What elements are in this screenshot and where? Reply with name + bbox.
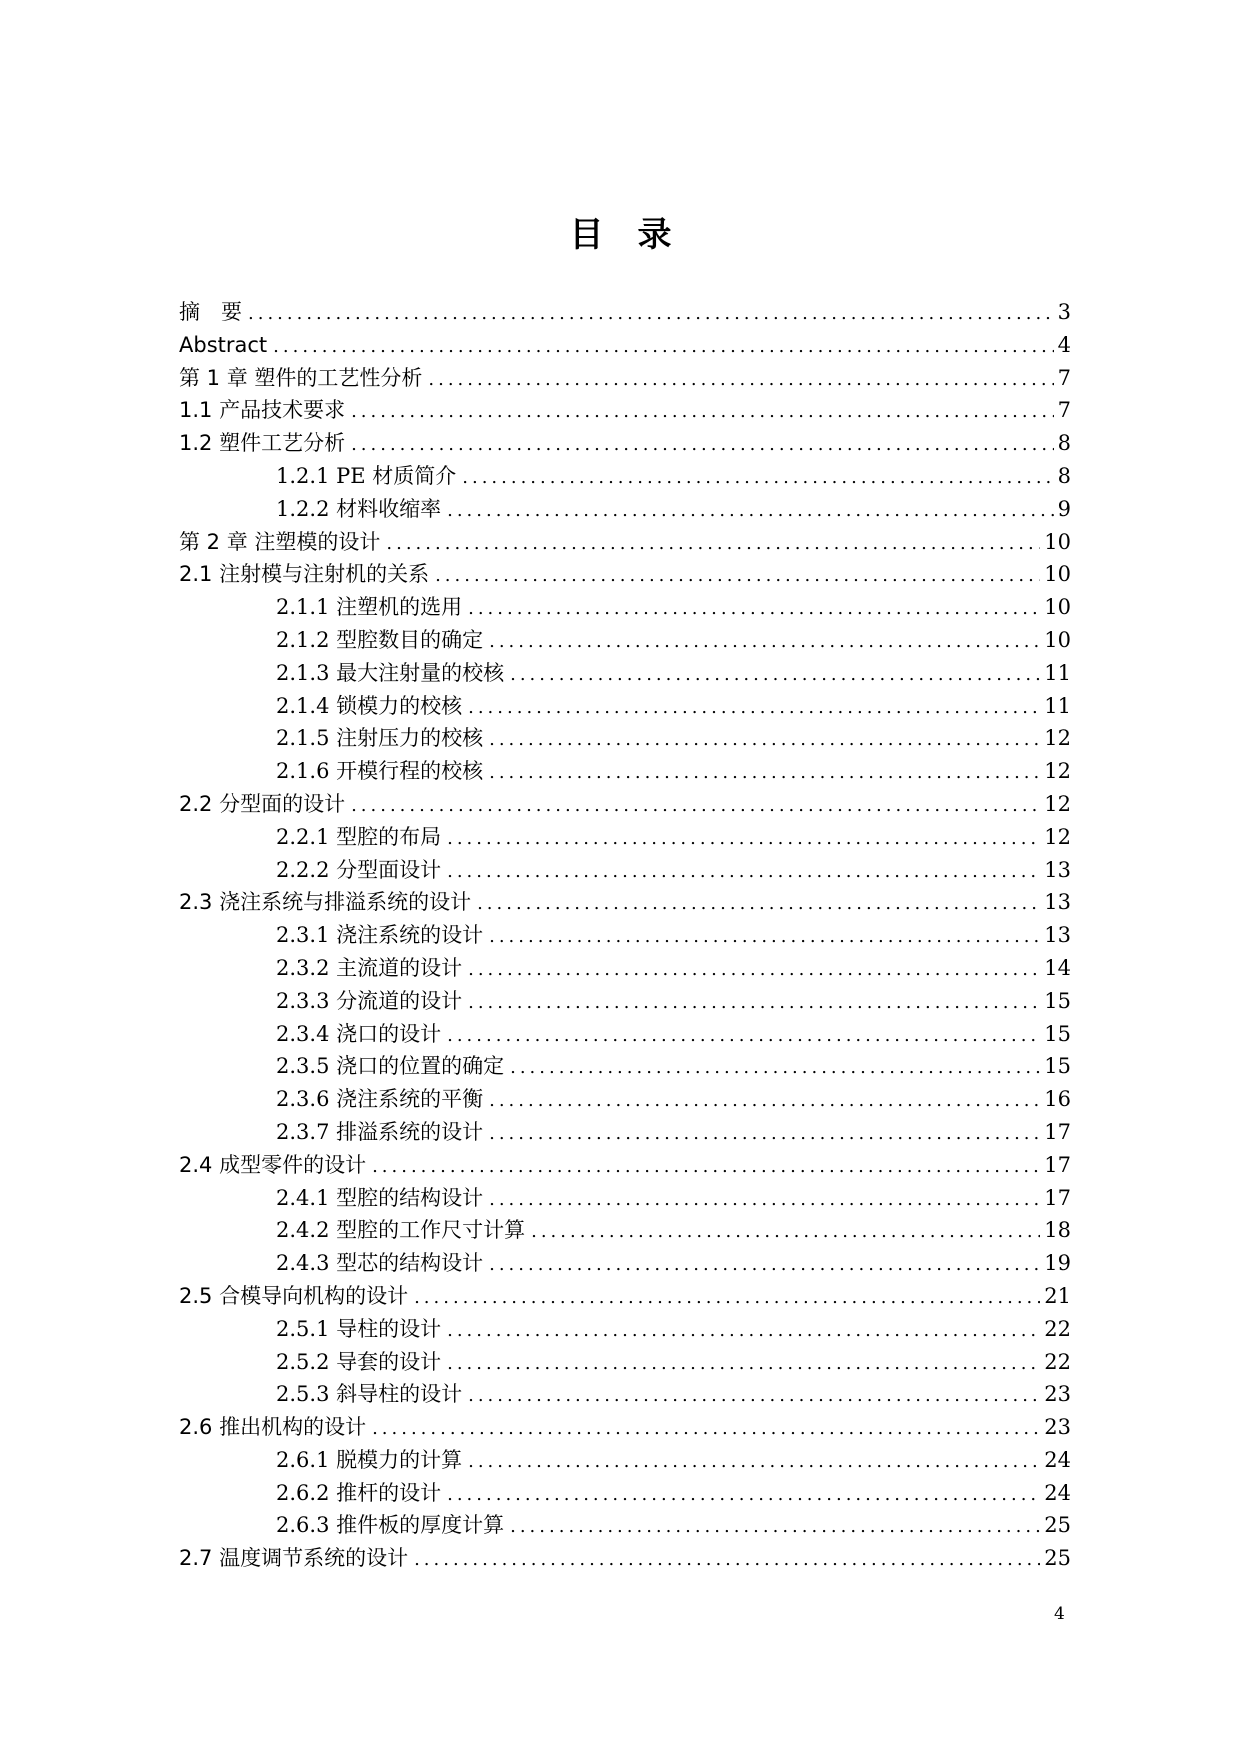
toc-entry[interactable] [179,591,1071,624]
toc-dot-leader [489,1085,1040,1116]
toc-entry-label: 2.1 注射模与注射机的关系 [179,562,430,587]
toc-entry-page: 10 [1044,595,1071,620]
toc-dot-leader [462,462,1053,493]
toc-entry-page: 13 [1044,923,1071,948]
toc-entry[interactable] [179,1149,1071,1182]
toc-entry-label: 摘 要 [179,300,242,324]
toc-entry-label: 2.2 分型面的设计 [179,791,346,816]
toc-dot-leader [447,823,1040,854]
toc-entry-page: 7 [1057,365,1071,390]
toc-entry-page: 25 [1044,1546,1071,1571]
toc-entry-page: 14 [1044,955,1071,980]
toc-entry-page: 17 [1044,1119,1071,1144]
toc-entry-page: 16 [1044,1087,1071,1112]
toc-entry[interactable] [179,788,1071,821]
toc-entry-page: 23 [1044,1415,1071,1440]
toc-entry-label: 2.5 合模导向机构的设计 [179,1283,409,1308]
toc-entry-page: 10 [1044,529,1071,554]
toc-entry-page: 22 [1044,1316,1071,1341]
toc-entry-label: 1.2 塑件工艺分析 [179,431,346,456]
toc-entry-label: 2.5.3 斜导柱的设计 [276,1382,463,1407]
toc-entry[interactable] [179,1411,1071,1444]
toc-entry-page: 25 [1044,1513,1071,1538]
toc-entry-label: 2.6.2 推杆的设计 [276,1480,442,1505]
toc-entry-label: 2.1.5 注射压力的校核 [276,726,484,751]
toc-entry[interactable] [179,1182,1071,1215]
toc-dot-leader [435,560,1040,591]
toc-entry-page: 11 [1044,660,1071,685]
toc-dot-leader [248,298,1054,329]
toc-dot-leader [489,1249,1040,1280]
toc-entry-page: 13 [1044,890,1071,915]
toc-entry-label: 2.3.2 主流道的设计 [276,955,463,980]
toc-dot-leader [510,1052,1040,1083]
toc-dot-leader [414,1282,1040,1313]
toc-entry[interactable] [179,1083,1071,1116]
toc-entry[interactable] [179,460,1071,493]
toc-entry-page: 12 [1044,824,1071,849]
toc-dot-leader [489,626,1040,657]
toc-entry[interactable] [179,821,1071,854]
toc-entry[interactable] [179,1280,1071,1313]
toc-entry[interactable] [179,329,1071,362]
toc-entry-page: 10 [1044,562,1071,587]
toc-dot-leader [468,593,1040,624]
toc-entry-label: 1.1 产品技术要求 [179,398,346,423]
toc-entry-label: 2.4 成型零件的设计 [179,1152,367,1177]
toc-entry-label: 2.1.1 注塑机的选用 [276,595,463,620]
toc-dot-leader [468,954,1040,985]
toc-entry-label: 2.3.5 浇口的位置的确定 [276,1054,505,1079]
toc-entry-label: 1.2.2 材料收缩率 [276,496,442,521]
toc-entry-page: 21 [1044,1283,1071,1308]
toc-entry-label: Abstract [179,332,268,357]
toc-dot-leader [351,429,1054,460]
toc-entry-page: 15 [1044,988,1071,1013]
toc-entry-page: 8 [1057,463,1071,488]
toc-entry-label: 2.1.4 锁模力的校核 [276,693,463,718]
toc-entry-label: 2.1.6 开模行程的校核 [276,759,484,784]
toc-entry[interactable] [179,1378,1071,1411]
toc-entry-label: 2.3.6 浇注系统的平衡 [276,1087,484,1112]
toc-entry-label: 2.2.1 型腔的布局 [276,824,442,849]
toc-dot-leader [428,364,1053,395]
toc-entry[interactable] [179,1542,1071,1575]
toc-entry[interactable] [179,1018,1071,1051]
toc-dot-leader [468,987,1040,1018]
toc-entry[interactable] [179,1050,1071,1083]
toc-dot-leader [531,1216,1040,1247]
toc-entry-page: 3 [1057,300,1071,324]
toc-dot-leader [489,724,1040,755]
toc-entry[interactable] [179,657,1071,690]
toc-entry-label: 2.7 温度调节系统的设计 [179,1546,409,1571]
toc-entry-page: 4 [1057,332,1071,357]
toc-entry-label: 2.4.3 型芯的结构设计 [276,1251,484,1276]
toc-dot-leader [489,757,1040,788]
toc-entry-label: 2.1.2 型腔数目的确定 [276,627,484,652]
toc-dot-leader [489,921,1040,952]
toc-entry-page: 9 [1057,496,1071,521]
toc-entry-page: 17 [1044,1152,1071,1177]
toc-entry-label: 2.6.1 脱模力的计算 [276,1447,463,1472]
toc-dot-leader [447,1479,1040,1510]
toc-entry-label: 2.1.3 最大注射量的校核 [276,660,505,685]
toc-entry[interactable] [179,1247,1071,1280]
toc-entry[interactable] [179,362,1071,395]
toc-dot-leader [386,528,1040,559]
toc-entry[interactable] [179,919,1071,952]
toc-entry-label: 2.5.2 导套的设计 [276,1349,442,1374]
toc-entry[interactable] [179,886,1071,919]
toc-dot-leader [510,659,1040,690]
table-of-contents [179,296,1071,1575]
toc-entry-page: 23 [1044,1382,1071,1407]
toc-dot-leader [351,396,1054,427]
toc-entry[interactable] [179,427,1071,460]
toc-entry[interactable] [179,985,1071,1018]
toc-entry-label: 2.4.1 型腔的结构设计 [276,1185,484,1210]
toc-entry-page: 17 [1044,1185,1071,1210]
toc-entry[interactable] [179,558,1071,591]
toc-entry-page: 22 [1044,1349,1071,1374]
toc-dot-leader [489,1184,1040,1215]
toc-entry-label: 2.5.1 导柱的设计 [276,1316,442,1341]
toc-entry-page: 7 [1057,398,1071,423]
toc-entry[interactable] [179,1509,1071,1542]
toc-entry[interactable] [179,1346,1071,1379]
toc-entry-page: 24 [1044,1447,1071,1472]
toc-dot-leader [447,1020,1040,1051]
toc-entry[interactable] [179,296,1071,329]
toc-entry-label: 2.3 浇注系统与排溢系统的设计 [179,890,472,915]
toc-entry-label: 2.3.7 排溢系统的设计 [276,1119,484,1144]
toc-entry[interactable] [179,1313,1071,1346]
toc-entry-page: 12 [1044,759,1071,784]
toc-entry-label: 2.3.4 浇口的设计 [276,1021,442,1046]
toc-dot-leader [447,495,1054,526]
toc-entry[interactable] [179,1214,1071,1247]
toc-entry-label: 2.3.3 分流道的设计 [276,988,463,1013]
toc-entry[interactable] [179,1444,1071,1477]
toc-entry-label: 第 2 章 注塑模的设计 [179,529,381,554]
toc-entry[interactable] [179,854,1071,887]
toc-dot-leader [447,1315,1040,1346]
toc-dot-leader [489,1118,1040,1149]
toc-entry-label: 第 1 章 塑件的工艺性分析 [179,365,423,390]
toc-entry-page: 13 [1044,857,1071,882]
toc-entry[interactable] [179,493,1071,526]
page-title: 目录 [569,215,706,255]
toc-entry-page: 19 [1044,1251,1071,1276]
toc-entry-page: 8 [1057,431,1071,456]
toc-dot-leader [372,1413,1040,1444]
toc-entry-label: 2.6.3 推件板的厚度计算 [276,1513,505,1538]
toc-dot-leader [372,1151,1040,1182]
toc-entry-label: 1.2.1 PE 材质简介 [276,463,457,488]
toc-dot-leader [477,888,1040,919]
toc-entry-label: 2.3.1 浇注系统的设计 [276,923,484,948]
toc-entry[interactable] [179,690,1071,723]
toc-dot-leader [468,692,1040,723]
toc-dot-leader [447,856,1040,887]
toc-entry-page: 24 [1044,1480,1071,1505]
toc-dot-leader [447,1348,1040,1379]
toc-entry-page: 10 [1044,627,1071,652]
toc-dot-leader [468,1446,1040,1477]
toc-entry[interactable] [179,1477,1071,1510]
toc-dot-leader [351,790,1040,821]
toc-entry-page: 12 [1044,726,1071,751]
toc-dot-leader [510,1511,1040,1542]
toc-entry-label: 2.2.2 分型面设计 [276,857,442,882]
toc-dot-leader [468,1380,1040,1411]
page-number: 4 [1054,1604,1065,1624]
toc-entry-label: 2.4.2 型腔的工作尺寸计算 [276,1218,526,1243]
toc-dot-leader [414,1544,1040,1575]
toc-entry[interactable] [179,394,1071,427]
toc-entry[interactable] [179,1116,1071,1149]
toc-entry-page: 11 [1044,693,1071,718]
toc-entry[interactable] [179,722,1071,755]
toc-dot-leader [273,331,1053,362]
toc-entry[interactable] [179,952,1071,985]
toc-entry-page: 18 [1044,1218,1071,1243]
toc-entry-page: 15 [1044,1021,1071,1046]
toc-entry[interactable] [179,624,1071,657]
toc-entry[interactable] [179,526,1071,559]
toc-entry-page: 12 [1044,791,1071,816]
toc-entry-page: 15 [1044,1054,1071,1079]
toc-entry-label: 2.6 推出机构的设计 [179,1415,367,1440]
toc-entry[interactable] [179,755,1071,788]
